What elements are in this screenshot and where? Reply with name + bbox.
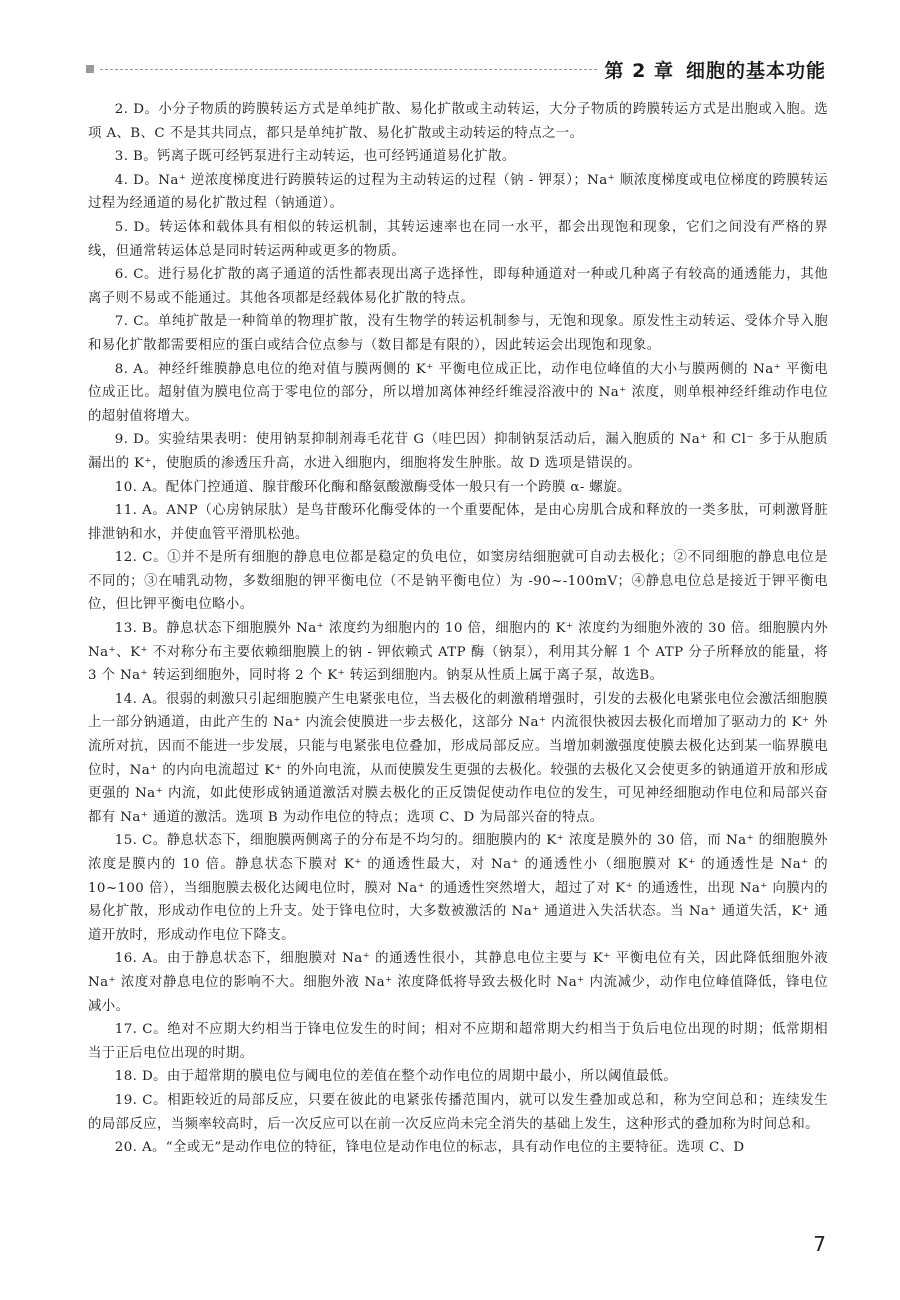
answer-paragraph: 19. C。相距较近的局部反应，只要在彼此的电紧张传播范围内，就可以发生叠加或总和，称为空间总和；连续发生的局部反应，当频率较高时，后一次反应可以在前一次反应尚未完全消失的基础上发生，这种形式的叠加称为时间总和。 bbox=[88, 1092, 828, 1132]
answer-paragraph: 2. D。小分子物质的跨膜转运方式是单纯扩散、易化扩散或主动转运，大分子物质的跨膜转运方式是出胞或入胞。选项 A、B、C 不是其共同点，都只是单纯扩散、易化扩散或主动转运的特点之一。 bbox=[88, 102, 828, 141]
page-number: 7 bbox=[813, 1232, 826, 1256]
answer-paragraph: 6. C。进行易化扩散的离子通道的活性都表现出离子选择性，即每种通道对一种或几种离子有较高的通透能力，其他离子则不易或不能通过。其他各项都是经载体易化扩散的特点。 bbox=[88, 267, 828, 306]
chapter-title: 细胞的基本功能 bbox=[685, 59, 826, 82]
answer-paragraph: 4. D。Na⁺ 逆浓度梯度进行跨膜转运的过程为主动转运的过程（钠 - 钾泵）；Na⁺ 顺浓度梯度或电位梯度的跨膜转运过程为经通道的易化扩散过程（钠通道）。 bbox=[88, 172, 828, 212]
answer-paragraph: 12. C。①并不是所有细胞的静息电位都是稳定的负电位，如窦房结细胞就可自动去极化；②不同细胞的静息电位是不同的；③在哺乳动物，多数细胞的钾平衡电位（不是钠平衡电位）为 -90~-100mV；④静息电位总是接近于钾平衡电位，但比钾平衡电位略小。 bbox=[88, 550, 828, 613]
answer-paragraph: 20. A。“全或无”是动作电位的特征，锋电位是动作电位的标志，具有动作电位的主要特征。选项 C、D bbox=[114, 1140, 745, 1156]
header-dashed-rule bbox=[100, 69, 597, 70]
chapter-number: 第 2 章 bbox=[604, 59, 674, 82]
answer-paragraph: 13. B。静息状态下细胞膜外 Na⁺ 浓度约为细胞内的 10 倍，细胞内的 K⁺ 浓度约为细胞外液的 30 倍。细胞膜内外 Na⁺、K⁺ 不对称分布主要依赖细胞膜上的钠 - 钾依赖式 ATP 酶（钠泵），利用其分解 1 个 ATP 分子所释放的能量，将 3 个 Na⁺ 转运到细胞外，同时将 2 个 K⁺ 转运到细胞内。钠泵从性质上属于离子泵，故选B。 bbox=[88, 621, 828, 684]
answer-paragraph: 14. A。很弱的刺激只引起细胞膜产生电紧张电位，当去极化的刺激稍增强时，引发的去极化电紧张电位会激活细胞膜上一部分钠通道，由此产生的 Na⁺ 内流会使膜进一步去极化，这部分 Na⁺ 内流很快被因去极化而增加了驱动力的 K⁺ 外流所对抗，因而不能进一步发展，只能与电紧张电位叠加，形成局部反应。当增加刺激强度使膜去极化达到某一临界膜电位时，Na⁺ 的内向电流超过 K⁺ 的外向电流，从而使膜发生更强的去极化。较强的去极化又会使更多的钠通道开放和形成更强的 Na⁺ 内流，如此使形成钠通道激活对膜去极化的正反馈促使动作电位的发生，可见神经细胞动作电位和局部兴奋都有 Na⁺ 通道的激活。选项 B 为动作电位的特点；选项 C、D 为局部兴奋的特点。 bbox=[88, 691, 828, 825]
answer-paragraph: 3. B。钙离子既可经钙泵进行主动转运，也可经钙通道易化扩散。 bbox=[114, 149, 516, 165]
answer-paragraph: 7. C。单纯扩散是一种简单的物理扩散，没有生物学的转运机制参与，无饱和现象。原发性主动转运、受体介导入胞和易化扩散都需要相应的蛋白或结合位点参与（数目都是有限的），因此转运会出现饱和现象。 bbox=[88, 314, 828, 353]
answer-paragraph: 9. D。实验结果表明：使用钠泵抑制剂毒毛花苷 G（哇巴因）抑制钠泵活动后，漏入胞质的 Na⁺ 和 Cl⁻ 多于从胞质漏出的 K⁺，使胞质的渗透压升高，水进入细胞内，细胞将发生肿胀。故 D 选项是错误的。 bbox=[88, 432, 828, 471]
answer-paragraph: 10. A。配体门控通道、腺苷酸环化酶和酪氨酸激酶受体一般只有一个跨膜 α- 螺旋。 bbox=[114, 479, 631, 495]
chapter-heading bbox=[605, 56, 826, 83]
header-square-marker bbox=[86, 65, 94, 73]
answer-paragraph: 18. D。由于超常期的膜电位与阈电位的差值在整个动作电位的周期中最小，所以阈值最低。 bbox=[114, 1069, 678, 1085]
answer-paragraph: 5. D。转运体和载体具有相似的转运机制，其转运速率也在同一水平，都会出现饱和现象，它们之间没有严格的界线，但通常转运体总是同时转运两种或更多的物质。 bbox=[88, 219, 828, 259]
answer-paragraph: 17. C。绝对不应期大约相当于锋电位发生的时间；相对不应期和超常期大约相当于负后电位出现的时期；低常期相当于正后电位出现的时期。 bbox=[88, 1022, 828, 1061]
answer-explanations bbox=[88, 98, 828, 1160]
answer-paragraph: 15. C。静息状态下，细胞膜两侧离子的分布是不均匀的。细胞膜内的 K⁺ 浓度是膜外的 30 倍，而 Na⁺ 的细胞膜外浓度是膜内的 10 倍。静息状态下膜对 K⁺ 的通透性最大，对 Na⁺ 的通透性小（细胞膜对 K⁺ 的通透性是 Na⁺ 的 10~100 倍），当细胞膜去极化达阈电位时，膜对 Na⁺ 的通透性突然增大，超过了对 K⁺ 的通透性，出现 Na⁺ 向膜内的易化扩散，形成动作电位的上升支。处于锋电位时，大多数被激活的 Na⁺ 通道进入失活状态。当 Na⁺ 通道失活，K⁺ 通道开放时，形成动作电位下降支。 bbox=[88, 833, 828, 943]
answer-paragraph: 16. A。由于静息状态下，细胞膜对 Na⁺ 的通透性很小，其静息电位主要与 K⁺ 平衡电位有关，因此降低细胞外液 Na⁺ 浓度对静息电位的影响不大。细胞外液 Na⁺ 浓度降低将导致去极化时 Na⁺ 内流减少，动作电位峰值降低，锋电位减小。 bbox=[88, 951, 828, 1014]
running-header bbox=[86, 54, 826, 84]
answer-paragraph: 11. A。ANP（心房钠尿肽）是鸟苷酸环化酶受体的一个重要配体，是由心房肌合成和释放的一类多肽，可刺激肾脏排泄钠和水，并使血管平滑肌松弛。 bbox=[88, 503, 828, 542]
answer-paragraph: 8. A。神经纤维膜静息电位的绝对值与膜两侧的 K⁺ 平衡电位成正比，动作电位峰值的大小与膜两侧的 Na⁺ 平衡电位成正比。超射值为膜电位高于零电位的部分，所以增加离体神经纤维浸浴液中的 Na⁺ 浓度，则单根神经纤维动作电位的超射值将增大。 bbox=[88, 361, 828, 424]
